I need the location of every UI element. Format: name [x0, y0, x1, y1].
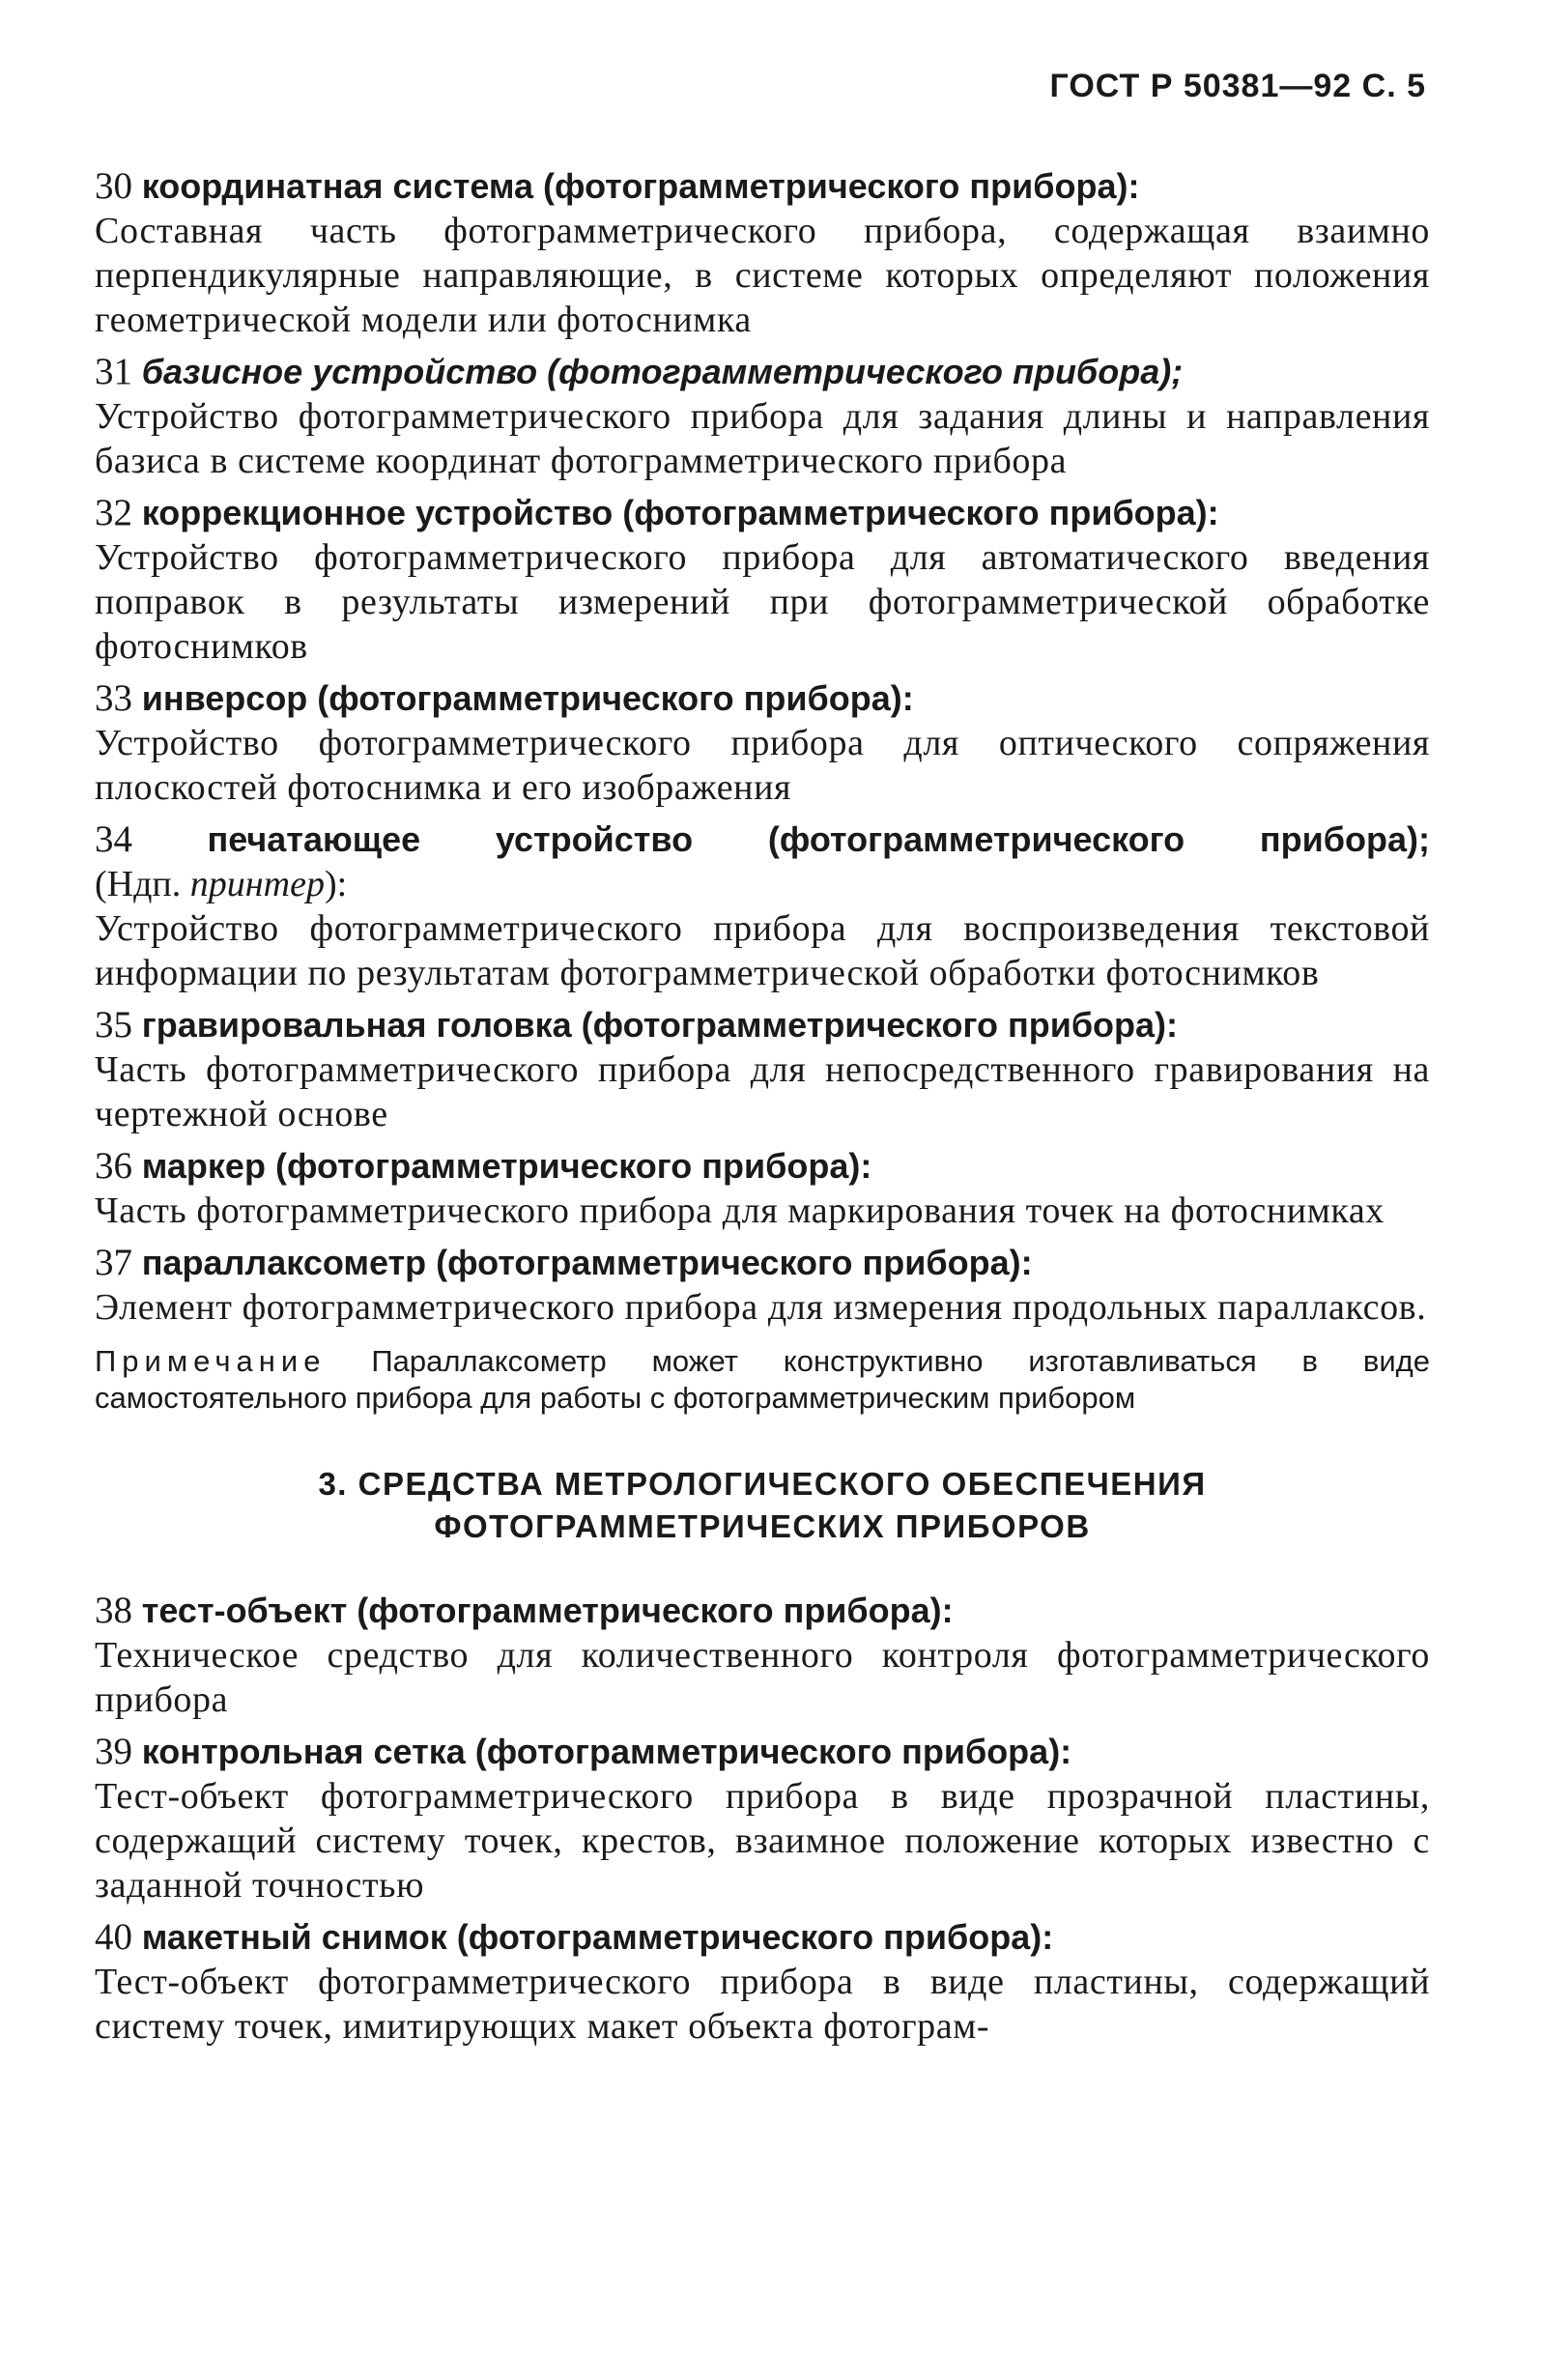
term-name: гравировальная головка (фотограмметрического прибора):	[141, 1005, 1179, 1045]
term-entry	[95, 676, 1430, 810]
deprecated-term	[95, 862, 1430, 906]
term-name: параллаксометр (фотограмметрического прибора):	[141, 1243, 1033, 1282]
term-heading	[95, 491, 1430, 535]
term-entry	[95, 1144, 1430, 1233]
term-heading	[95, 1144, 1430, 1189]
running-head: ГОСТ Р 50381—92 С. 5	[1049, 68, 1426, 104]
term-heading	[95, 676, 1430, 721]
term-entry	[95, 1589, 1430, 1722]
term-definition: Тест-объект фотограмметрического прибора в виде прозрачной пластины, содержащий систему точек, крестов, взаимное положение которых известно с заданной точностью	[95, 1776, 1430, 1906]
term-number: 38	[95, 1590, 132, 1631]
term-name: инверсор (фотограмметрического прибора):	[141, 678, 914, 718]
term-number: 30	[95, 165, 132, 207]
term-name: контрольная сетка (фотограмметрического прибора):	[141, 1732, 1072, 1771]
term-name: макетный снимок (фотограмметрического прибора):	[141, 1917, 1054, 1957]
term-number: 36	[95, 1145, 132, 1187]
section-title	[95, 1463, 1430, 1548]
term-entry	[95, 1241, 1430, 1330]
document-body	[95, 164, 1430, 2056]
note-label: Примечание	[95, 1344, 327, 1378]
term-heading	[95, 1589, 1430, 1633]
term-number: 31	[95, 351, 132, 392]
term-heading	[95, 1241, 1430, 1285]
term-name: координатная система (фотограмметрического прибора):	[141, 166, 1140, 206]
term-definition: Устройство фотограмметрического прибора для задания длины и направления базиса в системе координат фотограмметрического прибора	[95, 396, 1430, 481]
term-entry	[95, 1003, 1430, 1136]
term-number: 37	[95, 1242, 132, 1283]
term-entry	[95, 491, 1430, 669]
term-heading	[95, 164, 1430, 209]
term-definition: Устройство фотограмметрического прибора для автоматического введения поправок в результаты измерений при фотограмметрической обработке фотоснимков	[95, 537, 1430, 667]
term-definition: Устройство фотограмметрического прибора для оптического сопряжения плоскостей фотоснимка и его изображения	[95, 723, 1430, 808]
term-name: маркер (фотограмметрического прибора):	[141, 1146, 872, 1186]
term-name: базисное устройство (фотограмметрического прибора);	[141, 352, 1184, 391]
term-entry	[95, 817, 1430, 995]
section-title-line: 3. СРЕДСТВА МЕТРОЛОГИЧЕСКОГО ОБЕСПЕЧЕНИЯ	[318, 1466, 1207, 1502]
term-heading	[95, 817, 1430, 862]
term-definition: Часть фотограмметрического прибора для маркирования точек на фотоснимках	[95, 1190, 1385, 1231]
term-number: 33	[95, 677, 132, 719]
term-number: 39	[95, 1731, 132, 1772]
term-name: тест-объект (фотограмметрического прибора):	[141, 1591, 954, 1630]
term-name: печатающее устройство (фотограмметрического прибора);	[207, 819, 1430, 859]
term-definition: Тест-объект фотограмметрического прибора в виде пластины, содержащий систему точек, имитирующих макет объекта фотограм-	[95, 1962, 1430, 2047]
term-entry	[95, 1915, 1430, 2049]
term-definition: Часть фотограмметрического прибора для непосредственного гравирования на чертежной основе	[95, 1049, 1430, 1134]
term-heading	[95, 1915, 1430, 1960]
term-entry	[95, 1730, 1430, 1907]
deprecated-prefix: (Ндп.	[95, 864, 182, 904]
term-name: коррекционное устройство (фотограмметрического прибора):	[141, 493, 1219, 532]
note-text: Параллаксометр может конструктивно изготавливаться в виде самостоятельного прибора для работы с фотограмметрическим прибором	[95, 1344, 1430, 1415]
deprecated-term-name: принтер	[189, 864, 325, 904]
term-heading	[95, 1730, 1430, 1774]
term-heading	[95, 1003, 1430, 1047]
deprecated-suffix: ):	[324, 864, 348, 904]
term-number: 34	[95, 818, 132, 860]
term-heading	[95, 350, 1430, 394]
term-number: 40	[95, 1916, 132, 1958]
term-number: 32	[95, 492, 132, 533]
term-entry	[95, 350, 1430, 483]
term-entry	[95, 164, 1430, 342]
section-title-line: ФОТОГРАММЕТРИЧЕСКИХ ПРИБОРОВ	[434, 1508, 1091, 1544]
term-definition: Устройство фотограмметрического прибора для воспроизведения текстовой информации по результатам фотограмметрической обработки фотоснимков	[95, 908, 1430, 993]
term-definition: Элемент фотограмметрического прибора для измерения продольных параллаксов.	[95, 1287, 1427, 1328]
term-definition: Составная часть фотограмметрического прибора, содержащая взаимно перпендикулярные направляющие, в системе которых определяют положения геометрической модели или фотоснимка	[95, 211, 1430, 340]
note	[95, 1343, 1430, 1417]
term-number: 35	[95, 1004, 132, 1046]
term-definition: Техническое средство для количественного контроля фотограмметрического прибора	[95, 1635, 1430, 1720]
